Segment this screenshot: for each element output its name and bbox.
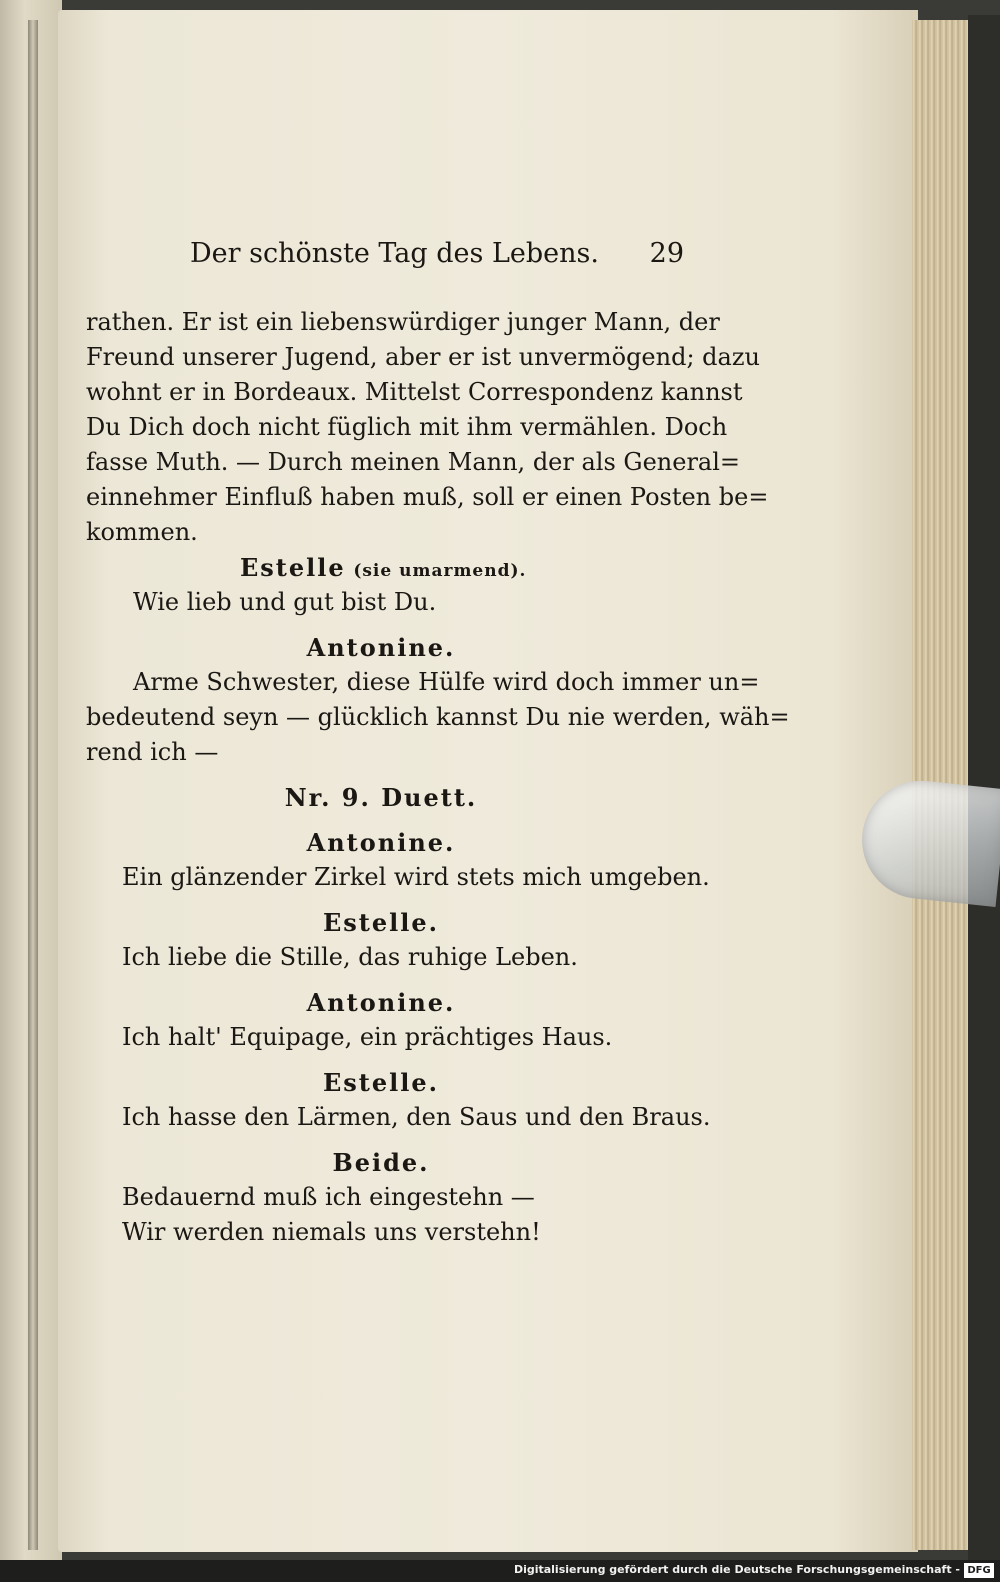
speaker-estelle: Estelle. [322, 908, 440, 937]
verse-line: Bedauernd muß ich eingestehn — [122, 1183, 535, 1211]
prose-line: bedeutend seyn — glücklich kannst Du nie werden, wäh= [86, 703, 790, 731]
verse-line: Wie lieb und gut bist Du. [133, 588, 437, 616]
verse-line: Ich halt' Equipage, ein prächtiges Haus. [122, 1023, 613, 1051]
verse-line: Ich liebe die Stille, das ruhige Leben. [122, 943, 578, 971]
speaker-antonine: Antonine. [306, 828, 456, 857]
speaker-antonine: Antonine. [306, 633, 456, 662]
prose-line: Freund unserer Jugend, aber er ist unvermögend; dazu [86, 343, 760, 371]
prose-line: Arme Schwester, diese Hülfe wird doch immer un= [133, 668, 760, 696]
number-heading: Nr. 9. Duett. [284, 783, 478, 812]
stage-direction: (sie umarmend). [353, 561, 527, 581]
prose-line: kommen. [86, 518, 198, 546]
prose-line: Du Dich doch nicht füglich mit ihm vermählen. Doch [86, 413, 728, 441]
verse-line: Ich hasse den Lärmen, den Saus und den Braus. [122, 1103, 711, 1131]
prose-line: rathen. Er ist ein liebenswürdiger junger Mann, der [86, 308, 720, 336]
verse-line: Ein glänzender Zirkel wird stets mich umgeben. [122, 863, 710, 891]
dfg-logo: DFG [964, 1563, 994, 1578]
speaker-name: Estelle [240, 553, 346, 582]
book-gutter [28, 20, 38, 1550]
verse-line: Wir werden niemals uns verstehn! [122, 1218, 541, 1246]
running-header [190, 238, 684, 278]
prose-line: einnehmer Einfluß haben muß, soll er einen Posten be= [86, 483, 769, 511]
page-number: 29 [649, 238, 684, 269]
prose-line: wohnt er in Bordeaux. Mittelst Correspondenz kannst [86, 378, 743, 406]
prose-line: rend ich — [86, 738, 219, 766]
speaker-beide: Beide. [332, 1148, 430, 1177]
funding-credit: Digitalisierung gefördert durch die Deutsche Forschungsgemeinschaft - [513, 1563, 960, 1576]
speaker-estelle: Estelle. [322, 1068, 440, 1097]
running-title: Der schönste Tag des Lebens. [190, 238, 599, 269]
speaker-estelle [240, 553, 526, 582]
prose-line: fasse Muth. — Durch meinen Mann, der als General= [86, 448, 741, 476]
speaker-antonine: Antonine. [306, 988, 456, 1017]
